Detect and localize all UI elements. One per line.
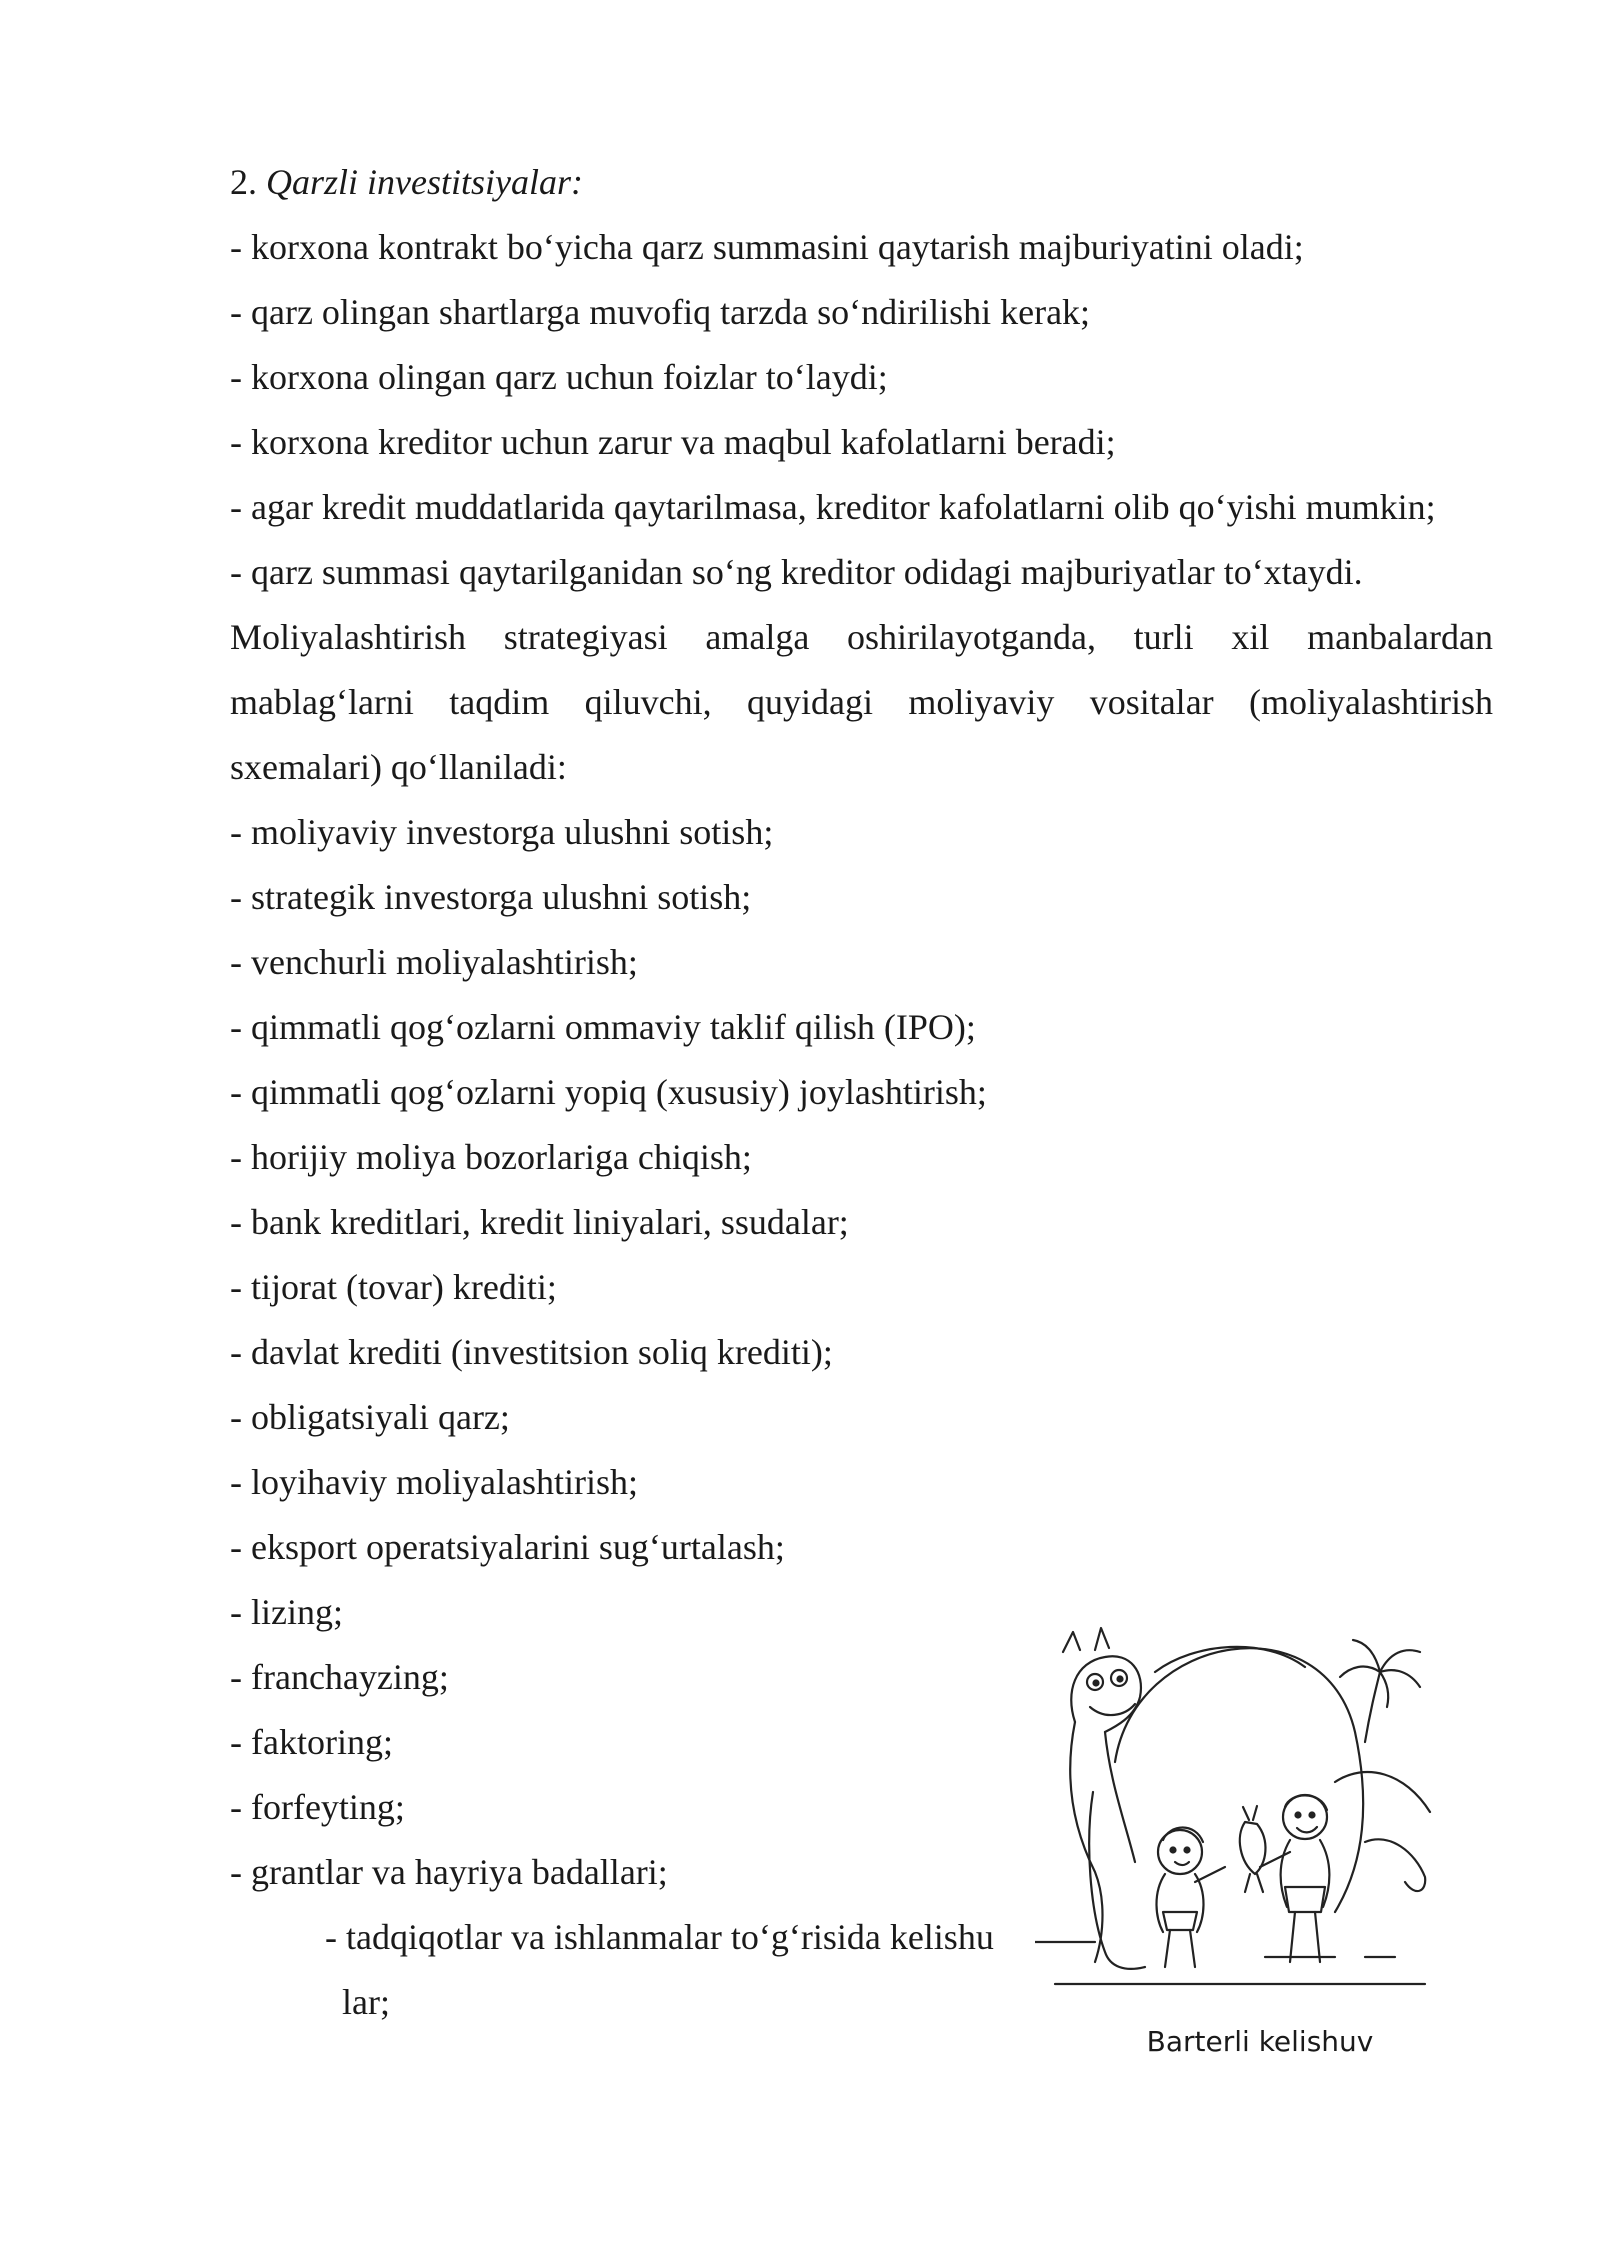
list-item: - davlat krediti (investitsion soliq krediti); [230, 1332, 833, 1372]
cartoon-illustration [1035, 1612, 1445, 2002]
list-item: - horijiy moliya bozorlariga chiqish; [230, 1137, 752, 1177]
list-item: - moliyaviy investorga ulushni sotish; [230, 812, 774, 852]
list-item: - qarz olingan shartlarga muvofiq tarzda so‘ndirilishi kerak; [230, 292, 1091, 332]
list-item: - tijorat (tovar) krediti; [230, 1267, 557, 1307]
list-item: - eksport operatsiyalarini sug‘urtalash; [230, 1527, 785, 1567]
list-item: - qarz summasi qaytarilganidan so‘ng kreditor odidagi majburiyatlar to‘xtaydi. [230, 552, 1363, 592]
list-item: - qimmatli qog‘ozlarni yopiq (xususiy) joylashtirish; [230, 1072, 987, 1112]
list-item: - strategik investorga ulushni sotish; [230, 877, 752, 917]
list-item: - korxona olingan qarz uchun foizlar to‘laydi; [230, 357, 888, 397]
body-paragraph: Moliyalashtirish strategiyasi amalga oshirilayotganda, turli xil manbalardan mablag‘larni taqdim qiluvchi, quyidagi moliyaviy vositalar (moliyalashtirish sxemalari) qo‘llaniladi: [230, 617, 1493, 787]
list-item: - qimmatli qog‘ozlarni ommaviy taklif qilish (IPO); [230, 1007, 976, 1047]
list-item: - franchayzing; [230, 1657, 449, 1697]
list-item: - korxona kreditor uchun zarur va maqbul kafolatlarni beradi; [230, 422, 1116, 462]
section-heading [230, 150, 1493, 215]
list-item: - faktoring; [230, 1722, 393, 1762]
list-item: - loyihaviy moliyalashtirish; [230, 1462, 638, 1502]
heading-number: 2. [230, 162, 266, 202]
list-item: - venchurli moliyalashtirish; [230, 942, 638, 982]
list-item: - obligatsiyali qarz; [230, 1397, 510, 1437]
heading-title: Qarzli investitsiyalar: [266, 162, 583, 202]
list-item: - lizing; [230, 1592, 343, 1632]
list-item: - forfeyting; [230, 1787, 405, 1827]
list-item: - korxona kontrakt bo‘yicha qarz summasini qaytarish majburiyatini oladi; [230, 227, 1304, 267]
list-item-indented: - tadqiqotlar va ishlanmalar to‘g‘risida kelishu [325, 1917, 994, 1957]
list-item: - grantlar va hayriya badallari; [230, 1852, 668, 1892]
list-item: - bank kreditlari, kredit liniyalari, ssudalar; [230, 1202, 849, 1242]
figure-caption: Barterli kelishuv [1146, 2025, 1374, 2058]
list-item-continuation: lar; [342, 1982, 390, 2022]
list-item: - agar kredit muddatlarida qaytarilmasa, kreditor kafolatlarni olib qo‘yishi mumkin; [230, 487, 1436, 527]
